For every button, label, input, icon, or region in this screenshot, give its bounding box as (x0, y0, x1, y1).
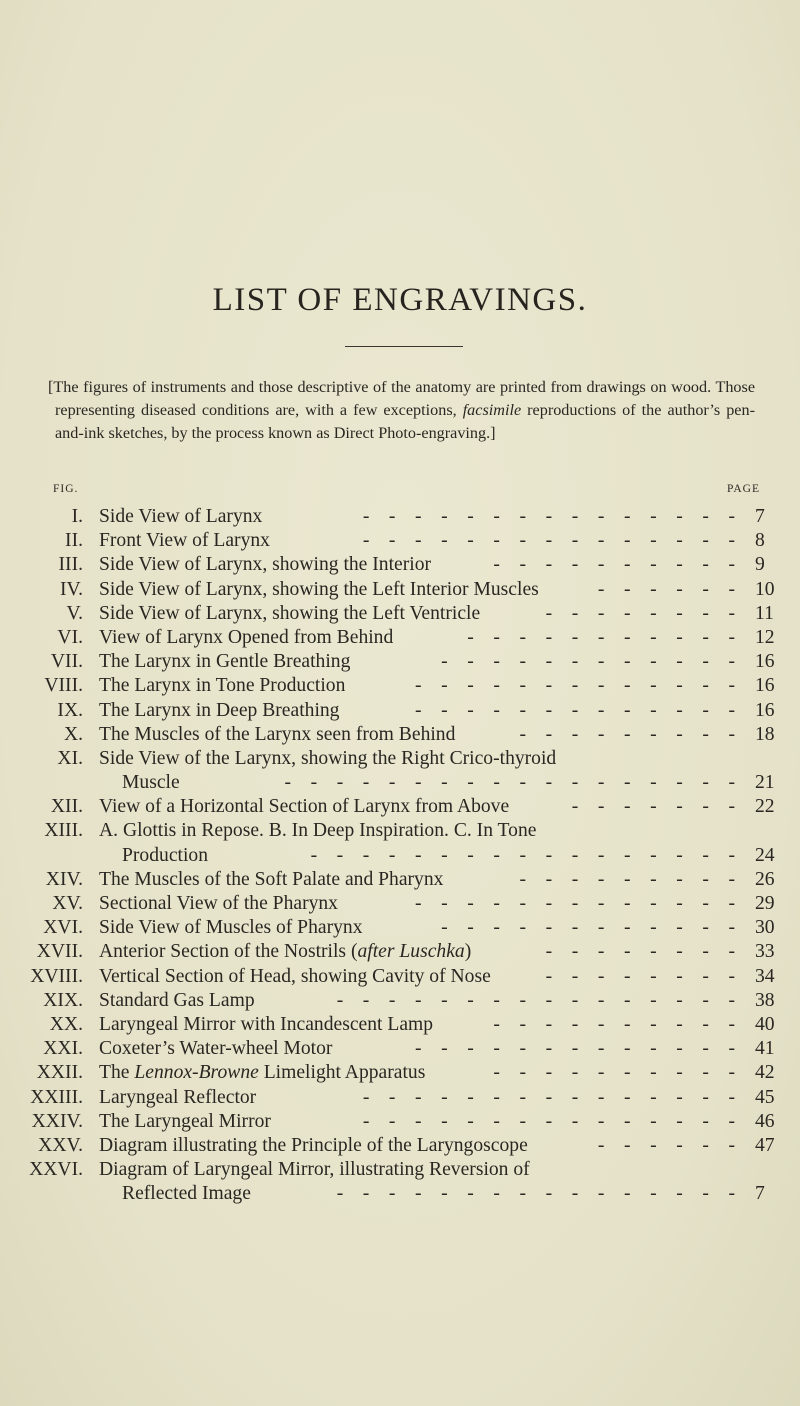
entry-title (99, 892, 338, 916)
entry-title (99, 505, 262, 529)
page-number: 47 (755, 1134, 775, 1156)
list-item (0, 795, 800, 819)
entry-title-text: Diagram illustrating the Principle of the Laryngoscope (99, 1134, 528, 1156)
entry-title-text: A. Glottis in Repose. B. In Deep Inspiration. C. In Tone (99, 820, 537, 842)
page-number: 41 (755, 1038, 775, 1060)
leader-dashes: - - - - - - - - - (519, 723, 735, 745)
entry-title-text: Anterior Section of the Nostrils ( (99, 941, 358, 963)
entry-title-continuation: Muscle (122, 772, 180, 794)
entry-title (99, 1037, 332, 1061)
entry-title-text: View of a Horizontal Section of Larynx from Above (99, 796, 510, 818)
list-item (0, 1110, 800, 1134)
entry-title-continuation: Reflected Image (122, 1183, 251, 1205)
entry-title-text: The Muscles of the Soft Palate and Pharynx (99, 868, 444, 890)
list-item (0, 916, 800, 940)
list-item (0, 940, 800, 964)
fig-number: XII. (50, 796, 83, 818)
preface-italic: facsimile (462, 401, 522, 419)
page-number: 7 (755, 1183, 765, 1205)
leader-dashes: - - - - - - - - - - - - (441, 917, 735, 939)
title-rule (345, 346, 463, 347)
fig-number: XXVI. (29, 1159, 83, 1181)
page-number: 16 (755, 699, 775, 721)
leader-dashes: - - - - - - - - (545, 602, 735, 624)
leader-dashes: - - - - - - (597, 1134, 735, 1156)
leader-dashes: - - - - - - - - - - - - - (415, 699, 735, 721)
entry-title (99, 674, 345, 698)
list-item (0, 529, 800, 553)
preface-note (48, 376, 755, 445)
page-number: 18 (755, 723, 775, 745)
list-item-continuation (0, 771, 800, 795)
page-number: 16 (755, 675, 775, 697)
list-item (0, 892, 800, 916)
entry-title (99, 650, 350, 674)
list-item (0, 1013, 800, 1037)
entry-title-text: Diagram of Laryngeal Mirror, illustrating Reversion of (99, 1159, 530, 1181)
preface-text-1: [The figures of instruments and those descriptive of the anatomy are printed from drawings on wood. Those representing diseased conditions are, with a few exceptions, (48, 378, 755, 419)
leader-dashes: - - - - - - - - (545, 941, 735, 963)
entry-title (99, 602, 480, 626)
entry-title-text: Side View of Larynx (99, 506, 263, 527)
fig-number: II. (65, 530, 83, 552)
leader-dashes: - - - - - - - - - - (493, 554, 735, 576)
page-number: 26 (755, 868, 775, 890)
fig-number: XI. (57, 747, 83, 769)
page-number: 7 (755, 506, 765, 527)
entry-title-text: The Larynx in Deep Breathing (99, 699, 340, 721)
page-number: 45 (755, 1086, 775, 1108)
entry-title (99, 1110, 271, 1134)
entry-title (99, 965, 491, 989)
page-number: 21 (755, 772, 775, 794)
list-item (0, 1134, 800, 1158)
fig-number: XXII. (36, 1062, 83, 1084)
entry-title-text: View of Larynx Opened from Behind (99, 626, 394, 648)
page-number: 42 (755, 1062, 775, 1084)
fig-number: XXIII. (30, 1086, 83, 1108)
fig-number: XIII. (44, 820, 83, 842)
entry-title-text: Coxeter’s Water-wheel Motor (99, 1038, 333, 1060)
fig-number: XXV. (38, 1134, 83, 1156)
engravings-list (0, 505, 800, 1206)
list-item (0, 965, 800, 989)
page-column-header: PAGE (727, 483, 760, 495)
entry-title (99, 1013, 433, 1037)
entry-title (99, 699, 339, 723)
entry-title-text: Standard Gas Lamp (99, 989, 255, 1011)
preface-text-2: reproductions of the author’s pen-and-ink sketches, by the process known as Direct Photo-engraving.] (55, 401, 755, 442)
leader-dashes: - - - - - - - - - - (493, 1013, 735, 1035)
entry-title-text: Laryngeal Mirror with Incandescent Lamp (99, 1013, 434, 1035)
leader-dashes: - - - - - - - - - - - (467, 626, 735, 648)
fig-number: III. (58, 554, 83, 576)
page-number: 8 (755, 530, 765, 552)
list-item (0, 819, 800, 843)
page-number: 33 (755, 941, 775, 963)
list-item (0, 723, 800, 747)
entry-title (99, 868, 443, 892)
page-number: 9 (755, 554, 765, 576)
entry-title (99, 747, 556, 771)
leader-dashes: - - - - - - - - - (519, 868, 735, 890)
fig-number: V. (66, 602, 83, 624)
page-number: 12 (755, 626, 775, 648)
list-item (0, 747, 800, 771)
entry-title-text: Side View of Larynx, showing the Left Ventricle (99, 602, 481, 624)
list-item (0, 989, 800, 1013)
entry-title (99, 795, 509, 819)
entry-title (99, 1061, 425, 1085)
leader-dashes: - - - - - - - - - - - - - - - - - - (284, 772, 735, 794)
entry-title (99, 578, 539, 602)
entry-title-text: Front View of Larynx (99, 530, 270, 552)
page-number: 29 (755, 893, 775, 914)
list-item (0, 868, 800, 892)
page-number: 11 (755, 602, 774, 624)
leader-dashes: - - - - - - - - - - - - - - - (362, 1086, 735, 1108)
list-item (0, 505, 800, 529)
leader-dashes: - - - - - - - - - - - - - (415, 893, 735, 914)
page-number: 40 (755, 1013, 775, 1035)
leader-dashes: - - - - - - - - (545, 965, 735, 987)
entry-title-text: The Muscles of the Larynx seen from Behind (99, 723, 456, 745)
fig-number: XV. (52, 893, 83, 914)
fig-number: XIX. (43, 989, 83, 1011)
fig-number: IX. (57, 699, 83, 721)
fig-number: XVII. (36, 941, 83, 963)
page-number: 38 (755, 989, 775, 1011)
page-number: 34 (755, 965, 775, 987)
list-item (0, 626, 800, 650)
fig-number: IV. (59, 578, 83, 600)
leader-dashes: - - - - - - - (571, 796, 735, 818)
leader-dashes: - - - - - - - - - - - - - - - - (336, 989, 735, 1011)
list-item (0, 1037, 800, 1061)
entry-title-text: Sectional View of the Pharynx (99, 893, 338, 914)
list-item (0, 578, 800, 602)
list-item (0, 699, 800, 723)
entry-title-text: Vertical Section of Head, showing Cavity of Nose (99, 965, 491, 987)
entry-title-text: Laryngeal Reflector (99, 1086, 257, 1108)
fig-number: X. (63, 723, 83, 745)
entry-title-text: The Laryngeal Mirror (99, 1110, 271, 1132)
entry-title-text: Side View of Muscles of Pharynx (99, 917, 363, 939)
entry-title (99, 940, 471, 964)
page-number: 46 (755, 1110, 775, 1132)
list-item (0, 1061, 800, 1085)
fig-number: XVIII. (30, 965, 83, 987)
fig-number: VIII. (44, 675, 83, 697)
fig-number: VI. (57, 626, 83, 648)
leader-dashes: - - - - - - - - - - - - (441, 651, 735, 673)
entry-title-text: The (99, 1062, 135, 1084)
entry-title-continuation: Production (122, 844, 208, 866)
leader-dashes: - - - - - - - - - - - - - - - - (336, 1183, 735, 1205)
entry-title (99, 723, 455, 747)
entry-title (99, 989, 255, 1013)
page-number: 30 (755, 917, 775, 939)
entry-title-text-after: Limelight Apparatus (258, 1062, 426, 1084)
fig-column-header: FIG. (53, 483, 79, 495)
list-item-continuation (0, 1182, 800, 1206)
page-number: 24 (755, 844, 775, 866)
leader-dashes: - - - - - - (597, 578, 735, 600)
fig-number: XVI. (43, 917, 83, 939)
leader-dashes: - - - - - - - - - - - - - (415, 1038, 735, 1060)
entry-title (99, 819, 536, 843)
list-item (0, 553, 800, 577)
fig-number: XIV. (45, 868, 83, 890)
entry-title-italic: Lennox-Browne (134, 1062, 259, 1084)
leader-dashes: - - - - - - - - - - - - - - - - - (310, 844, 735, 866)
leader-dashes: - - - - - - - - - - - - - - - (362, 1110, 735, 1132)
leader-dashes: - - - - - - - - - - - - - - - (362, 506, 735, 527)
entry-title (99, 553, 431, 577)
entry-title (99, 1134, 528, 1158)
entry-title (99, 1158, 530, 1182)
leader-dashes: - - - - - - - - - - (493, 1062, 735, 1084)
entry-title-text: Side View of Larynx, showing the Left Interior Muscles (99, 578, 539, 600)
fig-number: XXIV. (31, 1110, 83, 1132)
leader-dashes: - - - - - - - - - - - - - (415, 675, 735, 697)
entry-title-text: The Larynx in Tone Production (99, 675, 346, 697)
leader-dashes: - - - - - - - - - - - - - - - (362, 530, 735, 552)
entry-title-text-after: ) (464, 941, 472, 963)
list-item (0, 602, 800, 626)
list-item (0, 1086, 800, 1110)
entry-title-text: Side View of Larynx, showing the Interior (99, 554, 432, 576)
fig-number: XXI. (43, 1038, 83, 1060)
entry-title-text: The Larynx in Gentle Breathing (99, 651, 351, 673)
entry-title-text: Side View of the Larynx, showing the Right Crico-thyroid (99, 747, 557, 769)
page-number: 10 (755, 578, 775, 600)
entry-title-italic: after Luschka (357, 941, 465, 963)
fig-number: VII. (50, 651, 83, 673)
entry-title (99, 916, 363, 940)
fig-number: XX. (49, 1013, 83, 1035)
entry-title (99, 1086, 256, 1110)
page-number: 22 (755, 796, 775, 818)
fig-number: I. (71, 506, 83, 527)
list-item (0, 674, 800, 698)
page-number: 16 (755, 651, 775, 673)
list-item (0, 650, 800, 674)
entry-title (99, 529, 270, 553)
list-item-continuation (0, 844, 800, 868)
page-title: LIST OF ENGRAVINGS. (212, 282, 588, 318)
list-item (0, 1158, 800, 1182)
entry-title (99, 626, 393, 650)
